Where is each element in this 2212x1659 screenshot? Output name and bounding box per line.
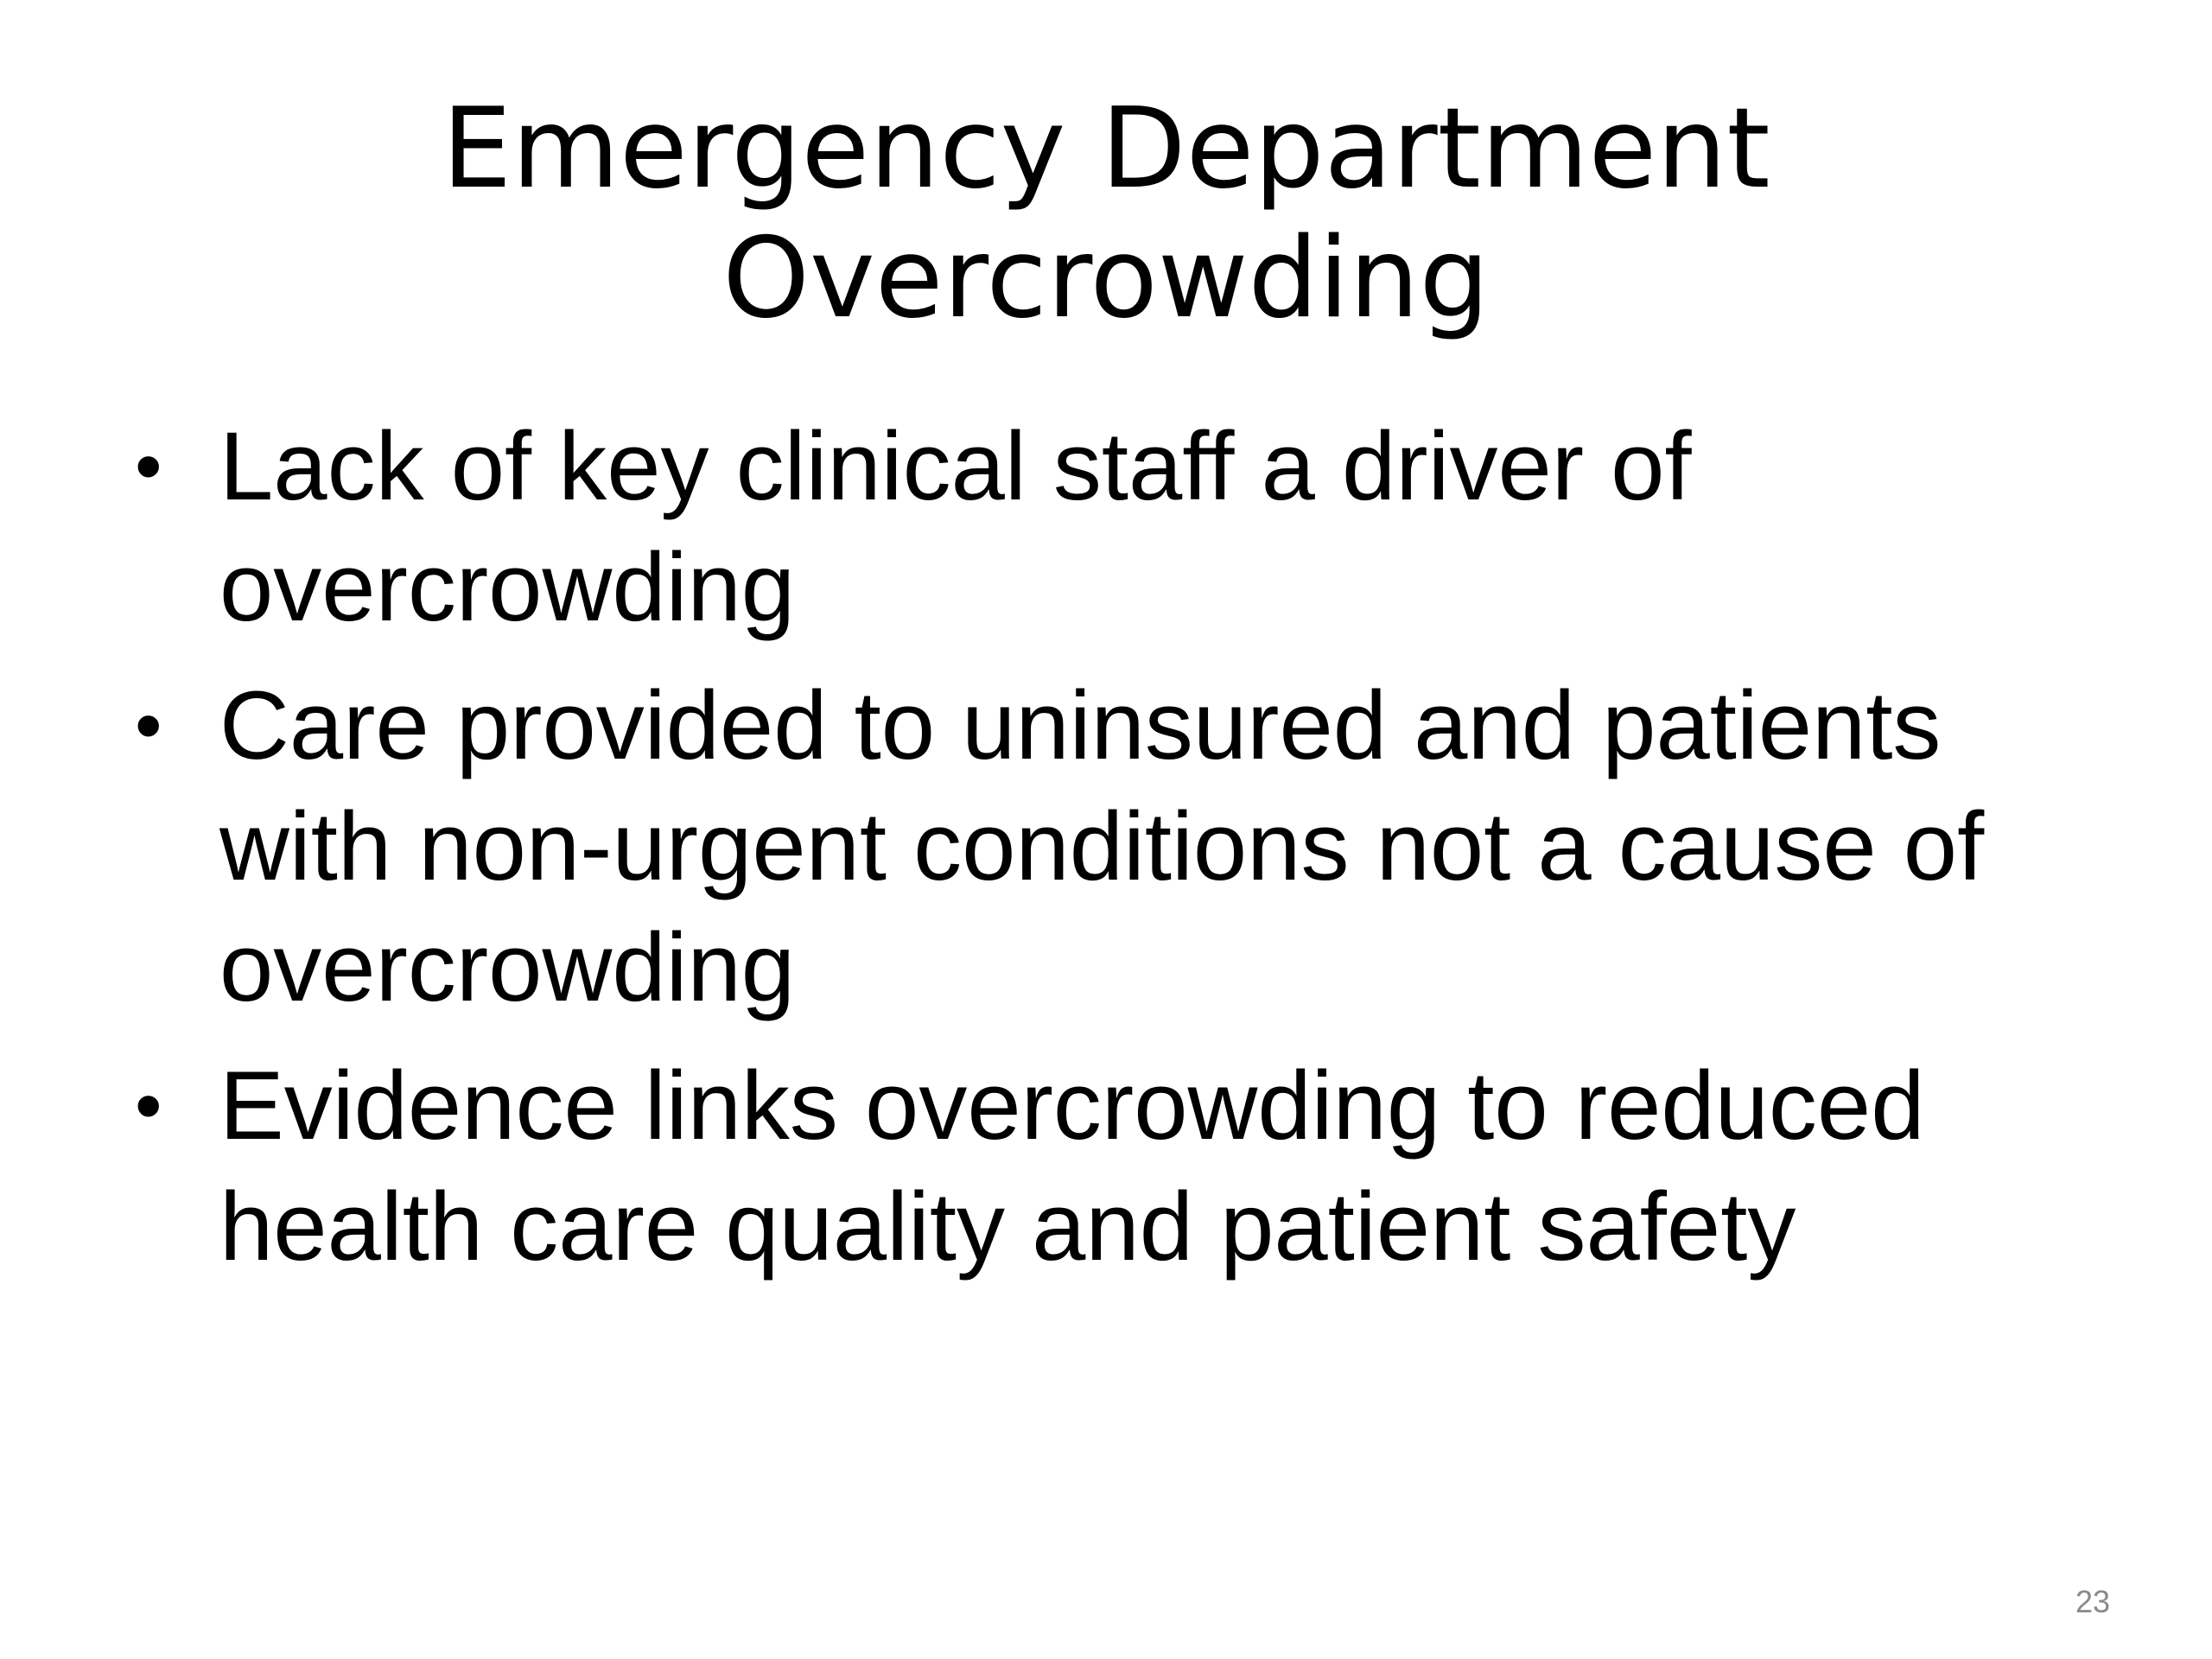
- bullet-icon: •: [135, 683, 162, 769]
- bullet-item-uninsured-care: [130, 665, 2117, 1028]
- slide-title: [0, 85, 2212, 344]
- slide-title-line-2: Overcrowding: [722, 214, 1490, 343]
- bullet-text: Lack of key clinical staff a driver of overcrowding: [219, 412, 1692, 641]
- bullet-icon: •: [135, 423, 162, 510]
- page-number: 23: [2075, 1584, 2110, 1619]
- bullet-text: Evidence links overcrowding to reduced health care quality and patient safety: [219, 1052, 1925, 1281]
- bullet-item-evidence: [130, 1046, 2117, 1287]
- bullet-text: Care provided to uninsured and patients with non-urgent conditions not a cause of overcrowding: [219, 671, 1985, 1021]
- bullet-item-staff-shortage: [130, 406, 2117, 648]
- bullet-list: [130, 406, 2117, 1305]
- bullet-icon: •: [135, 1063, 162, 1149]
- slide-title-line-1: Emergency Department: [442, 85, 1770, 213]
